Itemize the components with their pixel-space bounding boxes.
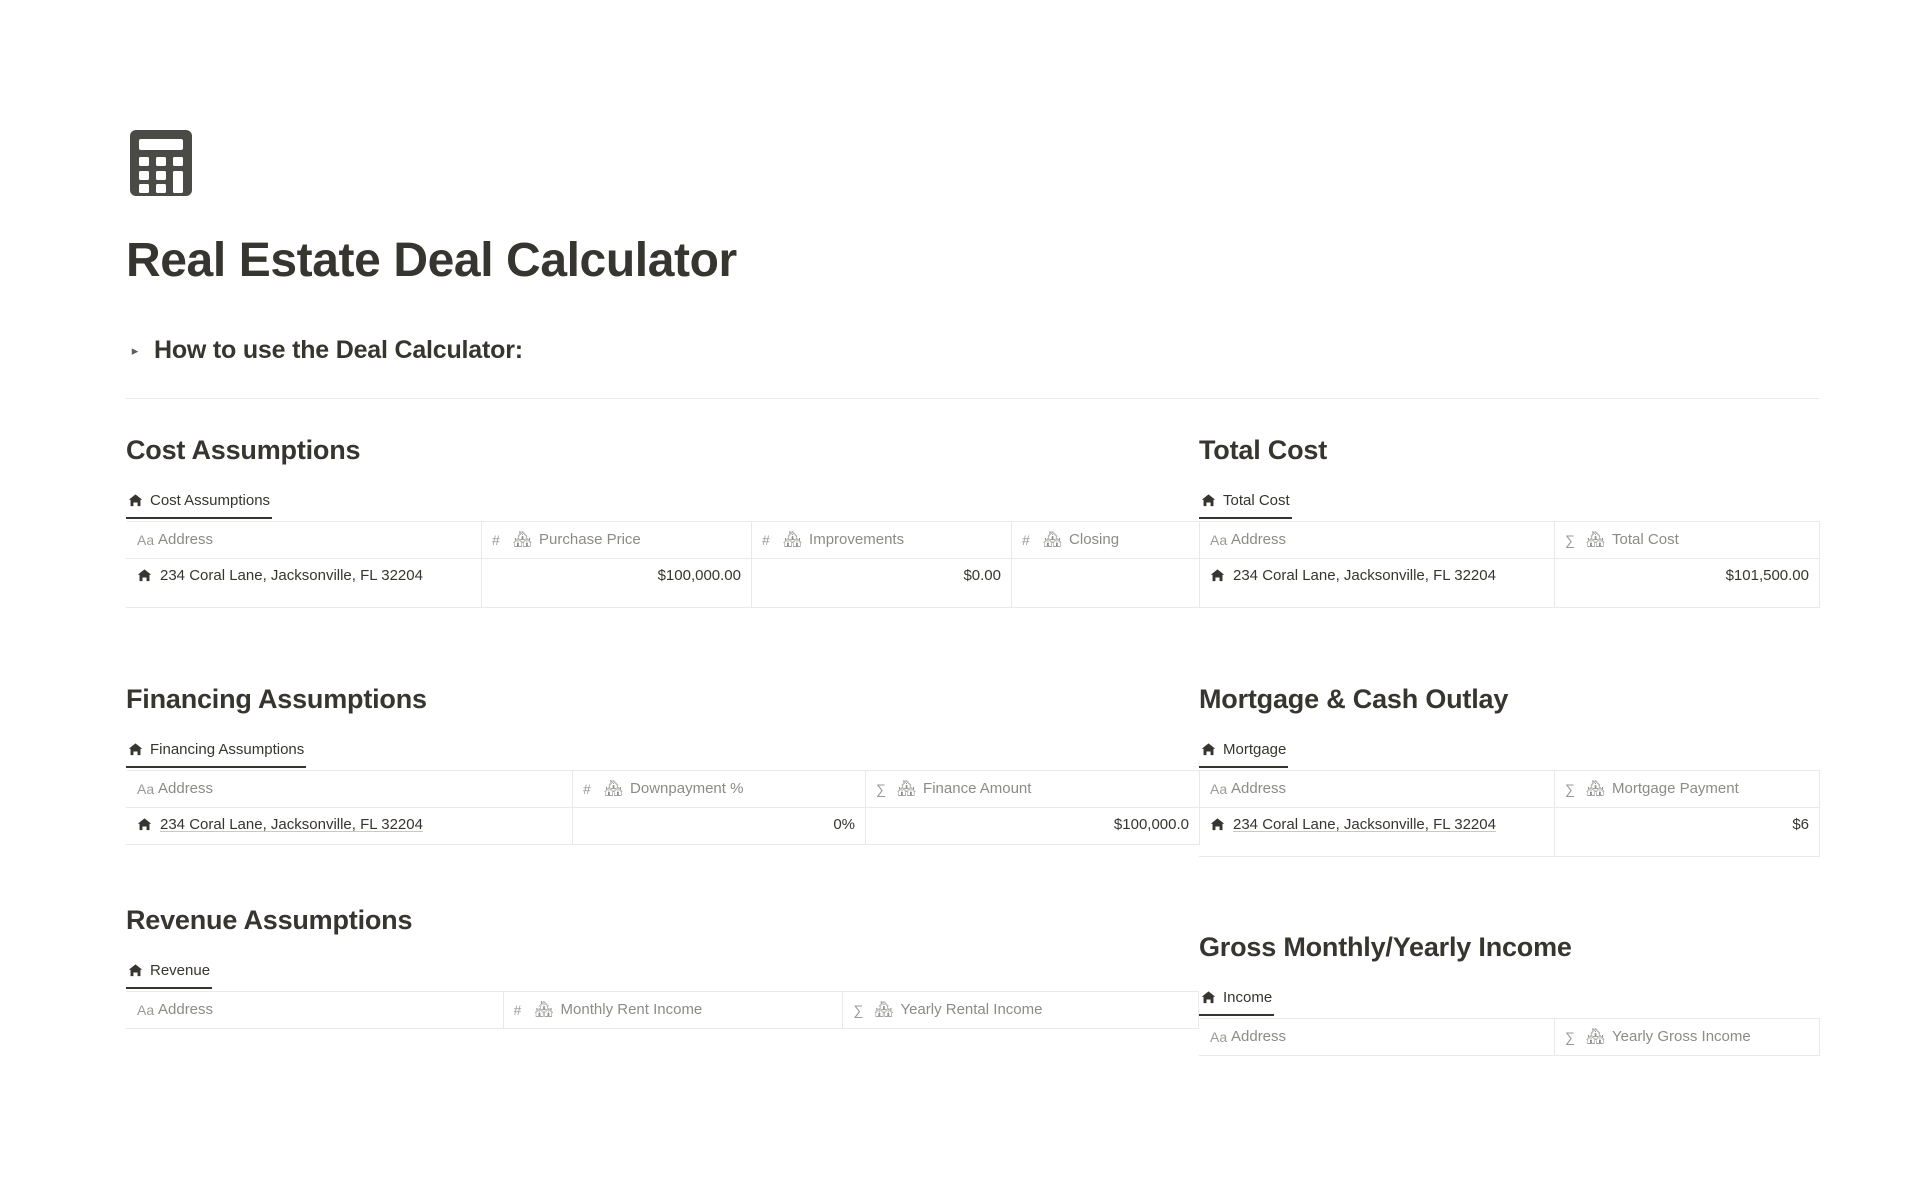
column-header-closing[interactable] — [1012, 522, 1200, 559]
property-type-icon: Aa — [137, 531, 155, 548]
cell-address[interactable] — [1200, 808, 1555, 857]
table-header-row — [127, 992, 1199, 1029]
database-mortgage — [1199, 737, 1819, 857]
column-label: Purchase Price — [539, 531, 641, 549]
cell-downpayment-pct[interactable]: 0% — [573, 808, 866, 845]
property-type-icon: ∑ — [1565, 531, 1575, 548]
column-label: Address — [158, 1001, 214, 1019]
column-label: Monthly Rent Income — [560, 1001, 703, 1019]
database-revenue — [126, 958, 1199, 1029]
table-row[interactable] — [127, 808, 1200, 845]
section-title-total-cost: Total Cost — [1199, 435, 1327, 466]
column-label: Total Cost — [1612, 531, 1679, 549]
column-label: Address — [1231, 780, 1287, 798]
cell-value: 234 Coral Lane, Jacksonville, FL 32204 — [1233, 816, 1496, 834]
property-type-icon: ∑ — [853, 1001, 864, 1018]
tab-label: Financing Assumptions — [150, 741, 305, 759]
table-header-row — [1200, 1019, 1820, 1056]
chevron-right-icon[interactable]: ▸ — [131, 343, 139, 359]
house-icon — [1210, 817, 1225, 836]
column-header-address[interactable] — [1200, 771, 1555, 808]
column-label: Yearly Gross Income — [1612, 1028, 1751, 1046]
table-header-row — [127, 522, 1200, 559]
tab-label: Revenue — [150, 962, 211, 980]
houses-emoji-icon: 🏘 — [783, 531, 803, 549]
tab-label: Cost Assumptions — [150, 492, 271, 510]
cell-total-cost[interactable]: $101,500.00 — [1555, 559, 1820, 608]
houses-emoji-icon: 🏘 — [1586, 780, 1606, 798]
table-row[interactable] — [1200, 559, 1820, 608]
house-icon — [128, 742, 143, 757]
section-title-revenue-assumptions: Revenue Assumptions — [126, 905, 413, 936]
cell-address[interactable] — [127, 808, 573, 845]
tab-mortgage[interactable] — [1199, 739, 1288, 768]
page-content — [0, 128, 1920, 1056]
column-header-finance-amount[interactable] — [866, 771, 1200, 808]
column-list-1 — [126, 435, 1920, 608]
house-icon — [137, 817, 152, 836]
house-icon — [1210, 568, 1225, 587]
column-mortgage-cash-outlay — [1199, 684, 1819, 857]
section-title-mortgage-cash-outlay: Mortgage & Cash Outlay — [1199, 684, 1509, 715]
houses-emoji-icon: 🏘 — [604, 780, 624, 798]
houses-emoji-icon: 🏘 — [513, 531, 533, 549]
table-row[interactable] — [1200, 808, 1820, 857]
column-revenue-assumptions — [126, 905, 1199, 1056]
table-total-cost — [1199, 521, 1820, 608]
property-type-icon: ∑ — [876, 780, 886, 797]
houses-emoji-icon: 🏘 — [1586, 1028, 1606, 1046]
column-header-mortgage-payment[interactable] — [1555, 771, 1820, 808]
column-header-address[interactable] — [127, 992, 504, 1029]
database-tabs — [126, 488, 1199, 521]
column-label: Closing — [1069, 531, 1120, 549]
house-icon — [128, 493, 143, 508]
database-tabs — [1199, 985, 1819, 1018]
property-type-icon: Aa — [137, 780, 155, 797]
table-financing-assumptions — [126, 770, 1200, 845]
house-icon — [1201, 493, 1216, 508]
house-icon — [137, 568, 152, 587]
column-header-yearly-rental-income[interactable] — [843, 992, 1199, 1029]
page-icon[interactable] — [126, 128, 1920, 198]
houses-emoji-icon: 🏘 — [534, 1001, 554, 1019]
database-cost-assumptions — [126, 488, 1199, 608]
column-label: Address — [1231, 1028, 1287, 1046]
column-label: Yearly Rental Income — [900, 1001, 1043, 1019]
database-tabs — [126, 737, 1199, 770]
cell-address[interactable] — [1200, 559, 1555, 608]
houses-emoji-icon: 🏘 — [1586, 531, 1606, 549]
tab-cost-assumptions[interactable] — [126, 490, 272, 519]
tab-label: Income — [1223, 989, 1273, 1007]
column-label: Improvements — [809, 531, 905, 549]
column-gross-income — [1199, 905, 1819, 1056]
database-tabs — [1199, 737, 1819, 770]
cell-purchase-price[interactable]: $100,000.00 — [482, 559, 752, 608]
column-financing-assumptions — [126, 684, 1199, 857]
column-label: Address — [158, 780, 214, 798]
column-label: Downpayment % — [630, 780, 744, 798]
table-header-row — [127, 771, 1200, 808]
property-type-icon: Aa — [1210, 780, 1228, 797]
cell-finance-amount[interactable]: $100,000.0 — [866, 808, 1200, 845]
column-header-yearly-gross-income[interactable] — [1555, 1019, 1820, 1056]
table-revenue — [126, 991, 1199, 1029]
tab-revenue[interactable] — [126, 960, 212, 989]
cell-improvements[interactable]: $0.00 — [752, 559, 1012, 608]
houses-emoji-icon: 🏘 — [1043, 531, 1063, 549]
property-type-icon: # — [513, 1001, 522, 1018]
database-tabs — [1199, 488, 1819, 521]
tab-financing-assumptions[interactable] — [126, 739, 306, 768]
table-mortgage — [1199, 770, 1820, 857]
database-tabs — [126, 958, 1199, 991]
table-header-row — [1200, 522, 1820, 559]
cell-closing[interactable] — [1012, 559, 1200, 608]
column-list-2 — [126, 684, 1920, 857]
divider — [126, 398, 1819, 399]
column-header-monthly-rent-income[interactable] — [503, 992, 843, 1029]
table-cost-assumptions — [126, 521, 1200, 608]
section-title-cost-assumptions: Cost Assumptions — [126, 435, 361, 466]
column-header-address[interactable] — [127, 771, 573, 808]
property-type-icon: Aa — [1210, 531, 1228, 548]
database-financing-assumptions — [126, 737, 1199, 845]
houses-emoji-icon: 🏘 — [874, 1001, 894, 1019]
column-total-cost — [1199, 435, 1819, 608]
database-income — [1199, 985, 1819, 1056]
page-title[interactable]: Real Estate Deal Calculator — [126, 234, 737, 287]
property-type-icon: # — [1022, 531, 1030, 548]
column-header-improvements[interactable] — [752, 522, 1012, 559]
column-header-address[interactable] — [1200, 522, 1555, 559]
column-cost-assumptions — [126, 435, 1199, 608]
property-type-icon: # — [762, 531, 770, 548]
property-type-icon: ∑ — [1565, 1028, 1575, 1045]
houses-emoji-icon: 🏘 — [897, 780, 917, 798]
column-header-downpayment-pct[interactable] — [573, 771, 866, 808]
property-type-icon: Aa — [137, 1001, 155, 1018]
cell-mortgage-payment[interactable]: $6 — [1555, 808, 1820, 857]
column-label: Mortgage Payment — [1612, 780, 1739, 798]
property-type-icon: # — [583, 780, 591, 797]
column-list-3 — [126, 905, 1920, 1056]
tab-income[interactable] — [1199, 987, 1274, 1016]
section-title-gross-income: Gross Monthly/Yearly Income — [1199, 932, 1572, 963]
column-header-address[interactable] — [127, 522, 482, 559]
property-type-icon: Aa — [1210, 1028, 1228, 1045]
house-icon — [1201, 742, 1216, 757]
table-row[interactable] — [127, 559, 1200, 608]
column-label: Finance Amount — [923, 780, 1032, 798]
toggle-label: How to use the Deal Calculator: — [154, 336, 523, 365]
toggle-how-to-use[interactable] — [126, 336, 1920, 365]
house-icon — [1201, 990, 1216, 1005]
cell-address[interactable] — [127, 559, 482, 608]
cell-value: 234 Coral Lane, Jacksonville, FL 32204 — [160, 567, 423, 585]
house-icon — [128, 963, 143, 978]
table-header-row — [1200, 771, 1820, 808]
tab-label: Mortgage — [1223, 741, 1287, 759]
cell-value: 234 Coral Lane, Jacksonville, FL 32204 — [160, 816, 423, 834]
column-header-total-cost[interactable] — [1555, 522, 1820, 559]
column-header-purchase-price[interactable] — [482, 522, 752, 559]
section-title-financing-assumptions: Financing Assumptions — [126, 684, 427, 715]
tab-total-cost[interactable] — [1199, 490, 1292, 519]
table-income — [1199, 1018, 1820, 1056]
database-total-cost — [1199, 488, 1819, 608]
column-header-address[interactable] — [1200, 1019, 1555, 1056]
cell-value: 234 Coral Lane, Jacksonville, FL 32204 — [1233, 567, 1496, 585]
property-type-icon: # — [492, 531, 500, 548]
column-label: Address — [1231, 531, 1287, 549]
tab-label: Total Cost — [1223, 492, 1290, 510]
property-type-icon: ∑ — [1565, 780, 1575, 797]
column-label: Address — [158, 531, 214, 549]
